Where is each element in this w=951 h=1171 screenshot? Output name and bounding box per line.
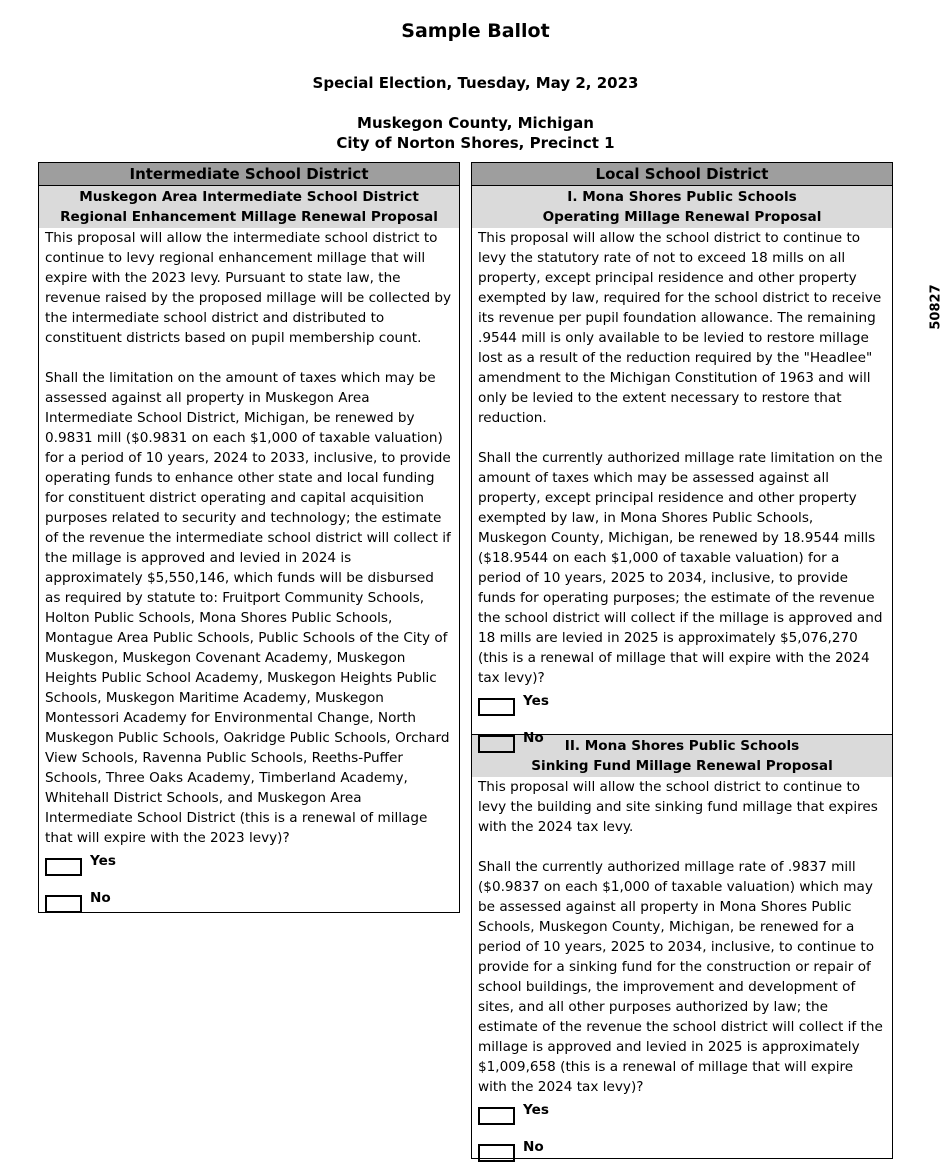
no-option[interactable] xyxy=(472,725,892,762)
proposal-paragraph: This proposal will allow the intermediate school district to continue to levy regional enhancement millage that will expire with the 2023 levy. Pursuant to state law, the revenue raised by the proposed millage will be collected by the intermediate school district and distributed to constituent districts based on pupil membership count. xyxy=(45,230,452,346)
proposal-question: Shall the currently authorized millage rate limitation on the amount of taxes which may be assessed against all property, except principal residence and other property exempted by law, in Mona Shores Public Schools, Muskegon County, Michigan, be renewed by 18.9544 mills ($18.9544 on each $1,000 of taxable valuation) for a period of 10 years, 2025 to 2034, inclusive, to provide funds for operating purposes; the estimate of the revenue the school district will collect if the millage is approved and 18 mills are levied in 2025 is approximately $5,076,270 (this is a renewal of millage that will expire with the 2024 tax levy)? xyxy=(478,450,883,686)
no-label: No xyxy=(523,1139,544,1155)
precinct-line: City of Norton Shores, Precinct 1 xyxy=(336,134,615,152)
yes-vote-box[interactable] xyxy=(45,858,82,876)
yes-label: Yes xyxy=(523,1102,549,1118)
proposal-heading-line1: II. Mona Shores Public Schools xyxy=(564,738,800,754)
proposal-heading-isd xyxy=(39,186,459,228)
yes-label: Yes xyxy=(90,853,116,869)
proposal-text-sinking xyxy=(472,777,892,1097)
proposal-heading-line2: Operating Millage Renewal Proposal xyxy=(542,209,822,225)
ballot-side-code: 50827 xyxy=(928,284,944,330)
proposal-question: Shall the currently authorized millage rate of .9837 mill ($0.9837 on each $1,000 of taxable valuation) which may be assessed against all property in Mona Shores Public Schools, Muskegon County, Michigan, be renewed for a period of 10 years, 2025 to 2034, inclusive, to continue to provide for a sinking fund for the construction or repair of school buildings, the improvement and development of sites, and all other purposes authorized by law; the estimate of the revenue the school district will collect if the millage is approved and levied in 2025 is approximately $1,009,658 (this is a renewal of millage that will expire with the 2024 tax levy)? xyxy=(478,859,883,1095)
no-option[interactable] xyxy=(472,1134,892,1171)
no-vote-box[interactable] xyxy=(45,895,82,913)
proposal-text-operating xyxy=(472,228,892,688)
proposal-text-isd xyxy=(39,228,459,848)
no-label: No xyxy=(90,890,111,906)
proposal-question: Shall the limitation on the amount of taxes which may be assessed against all property in Muskegon Area Intermediate School District, Michigan, be renewed by 0.9831 mill ($0.9831 on each $1,000 of taxable valuation) for a period of 10 years, 2024 to 2033, inclusive, to provide operating funds to enhance other state and local funding for constituent district operating and capital acquisition purposes related to security and technology; the estimate of the revenue the intermediate school district will collect if the millage is approved and levied in 2024 is approximately $5,550,146, which funds will be disbursed as required by statute to: Fruitport Community Schools, Holton Public Schools, Mona Shores Public Schools, Montague Area Public Schools, Public Schools of the City of Muskegon, Muskegon Covenant Academy, Muskegon Heights Public School Academy, Muskegon Heights Public Schools, Muskegon Maritime Academy, Muskegon Montessori Academy for Environmental Change, North Muskegon Public Schools, Oakridge Public Schools, Orchard View Schools, Ravenna Public Schools, Reeths-Puffer Schools, Three Oaks Academy, Timberland Academy, Whitehall District Schools, and Muskegon Area Intermediate School District (this is a renewal of millage that will expire with the 2023 levy)? xyxy=(45,370,451,846)
proposal-heading-line2: Regional Enhancement Millage Renewal Proposal xyxy=(60,209,438,225)
election-line: Special Election, Tuesday, May 2, 2023 xyxy=(312,74,639,92)
sinking-fund-proposal xyxy=(472,734,892,1171)
section-title-local: Local School District xyxy=(472,163,892,186)
proposal-paragraph: This proposal will allow the school district to continue to levy the building and site sinking fund millage that expires with the 2024 tax levy. xyxy=(478,779,878,835)
yes-vote-box[interactable] xyxy=(478,1107,515,1125)
no-vote-box[interactable] xyxy=(478,735,515,753)
yes-option[interactable] xyxy=(472,1097,892,1134)
proposal-heading-line1: I. Mona Shores Public Schools xyxy=(567,189,797,205)
no-label: No xyxy=(523,730,544,746)
section-title-intermediate: Intermediate School District xyxy=(39,163,459,186)
yes-vote-box[interactable] xyxy=(478,698,515,716)
local-school-district-column xyxy=(471,162,893,1159)
no-vote-box[interactable] xyxy=(478,1144,515,1162)
proposal-heading-operating xyxy=(472,186,892,228)
intermediate-school-district-column xyxy=(38,162,460,913)
proposal-paragraph: This proposal will allow the school district to continue to levy the statutory rate of not to exceed 18 mills on all property, except principal residence and other property exempted by law, required for the school district to receive its revenue per pupil foundation allowance. The remaining .9544 mill is only available to be levied to restore millage lost as a result of the reduction required by the "Headlee" amendment to the Michigan Constitution of 1963 and will only be levied to the extent necessary to restore that reduction. xyxy=(478,230,882,426)
yes-option[interactable] xyxy=(39,848,459,885)
proposal-heading-line2: Sinking Fund Millage Renewal Proposal xyxy=(531,758,833,774)
ballot-title: Sample Ballot xyxy=(401,20,550,42)
no-option[interactable] xyxy=(39,885,459,922)
yes-option[interactable] xyxy=(472,688,892,725)
proposal-heading-line1: Muskegon Area Intermediate School District xyxy=(79,189,419,205)
county-line: Muskegon County, Michigan xyxy=(357,114,594,132)
yes-label: Yes xyxy=(523,693,549,709)
